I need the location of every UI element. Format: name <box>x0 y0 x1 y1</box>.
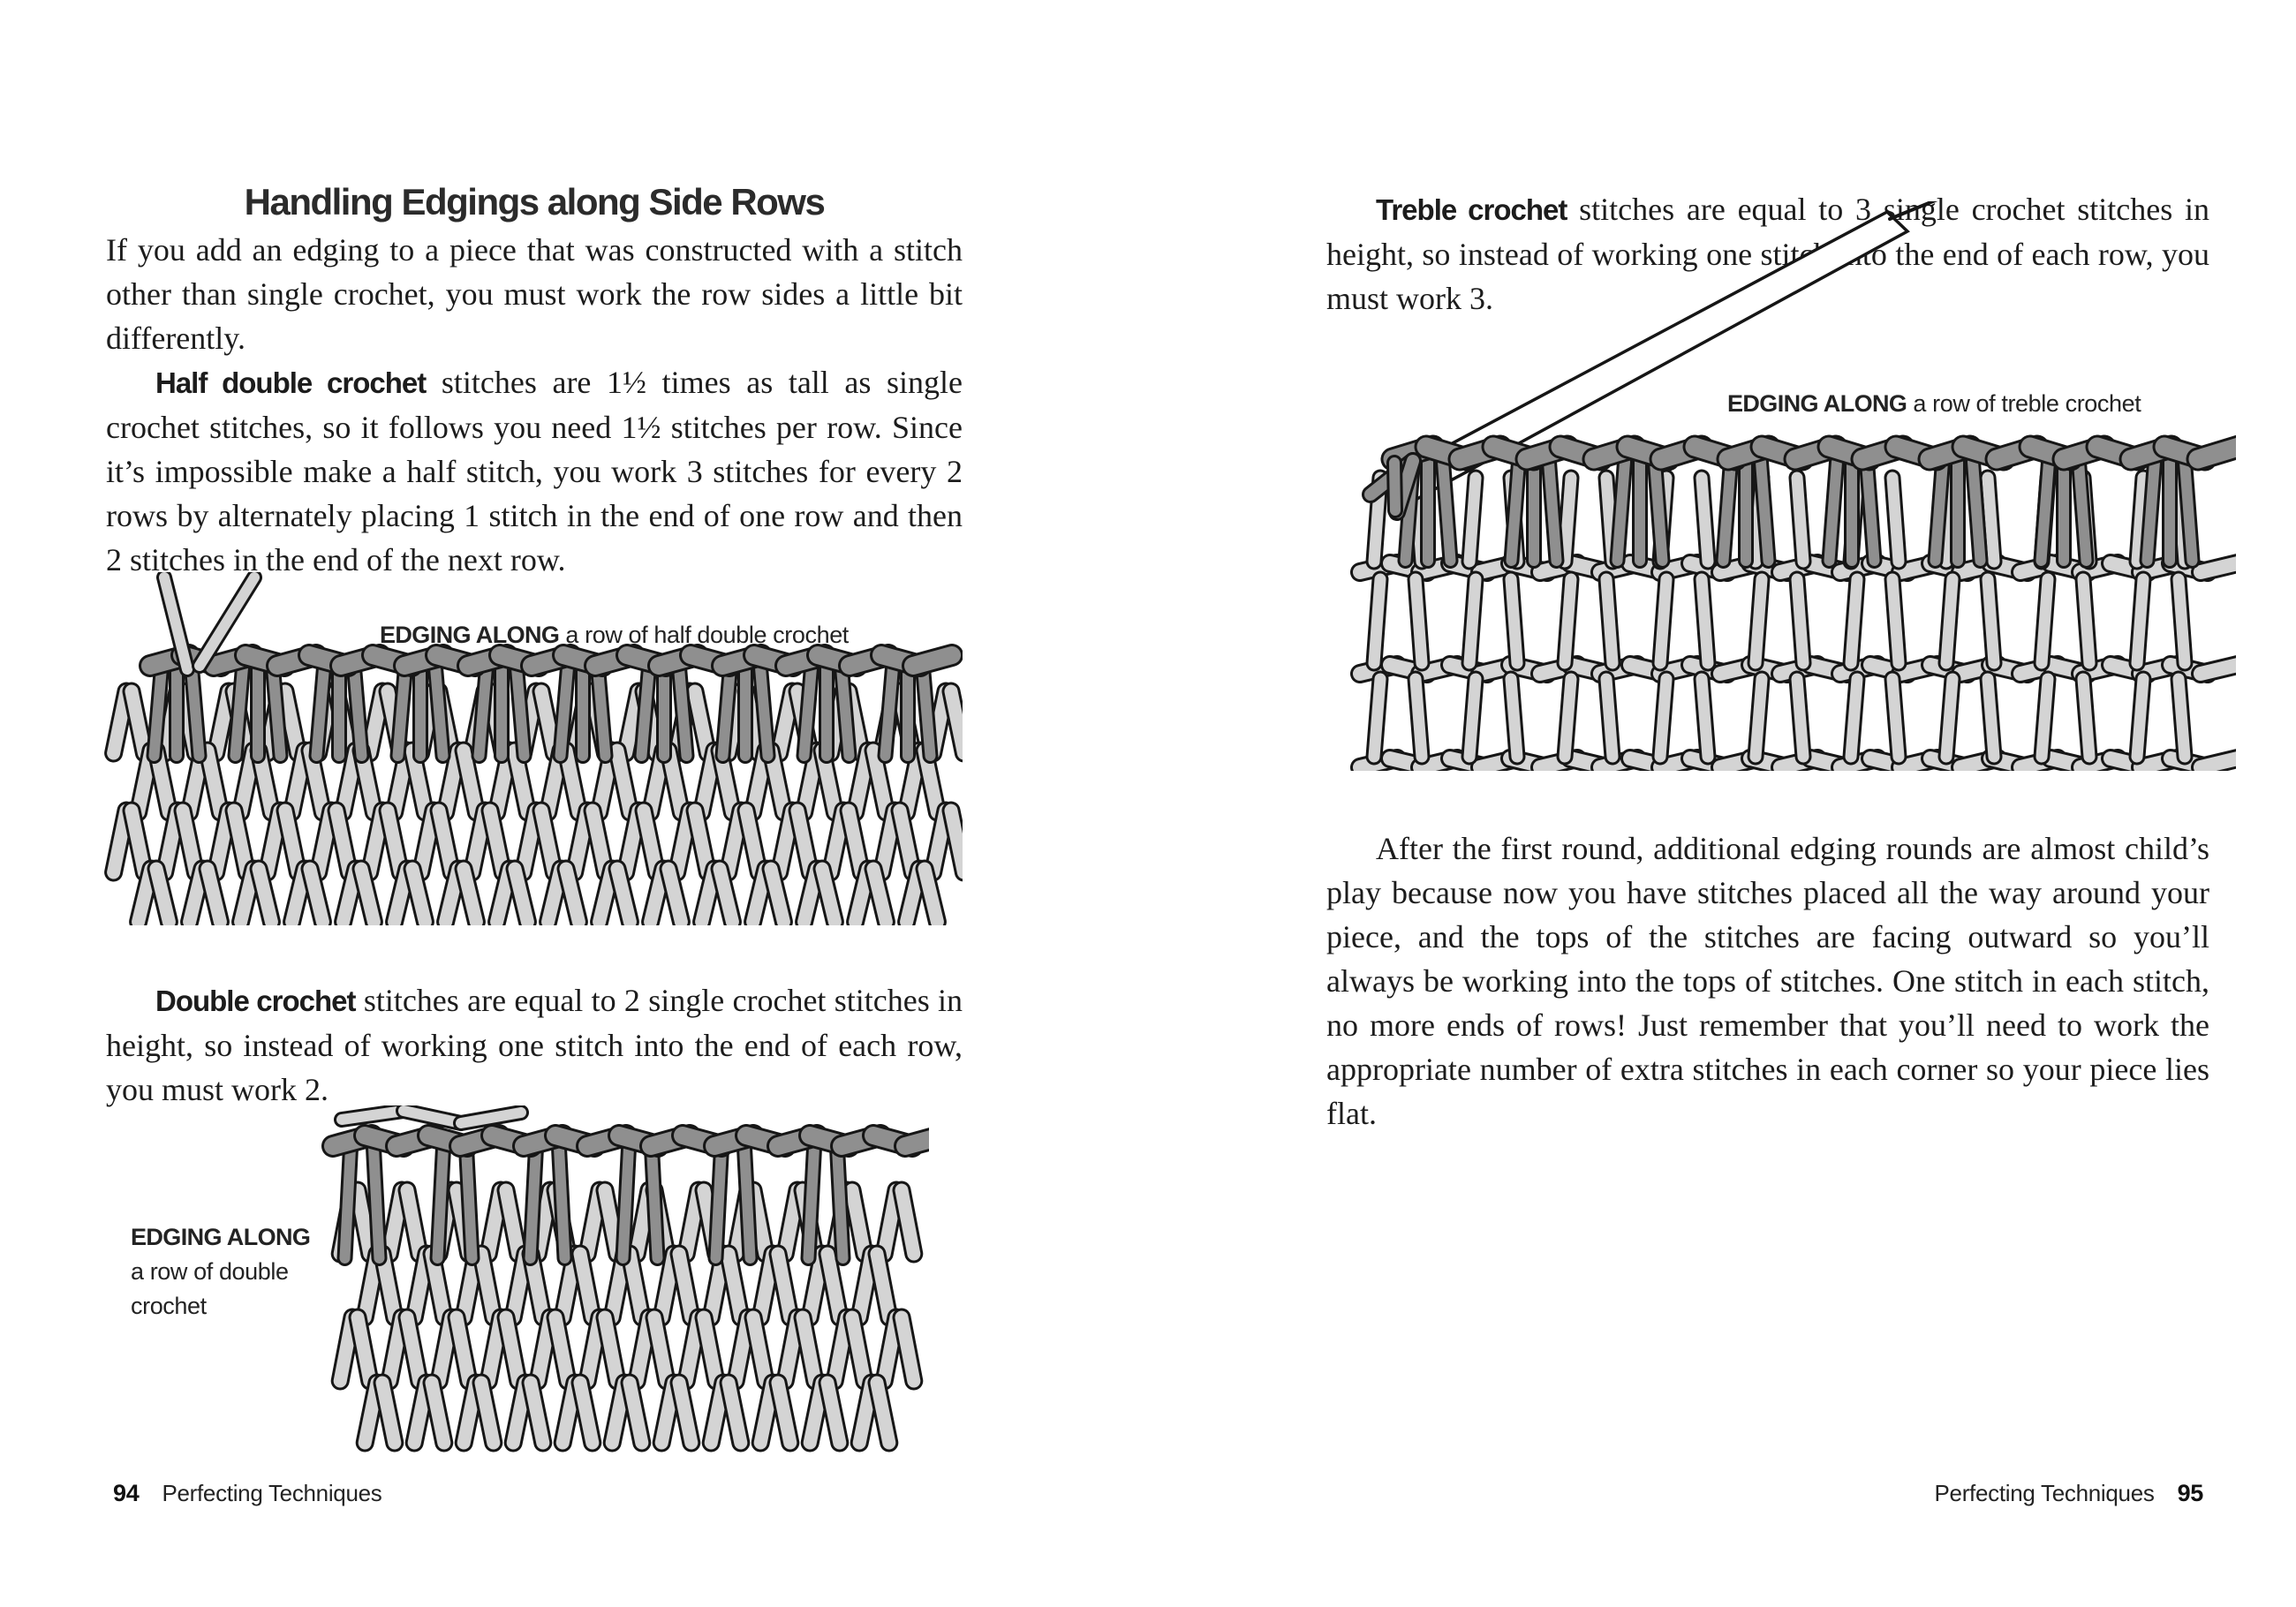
lead-double-crochet: Double crochet <box>155 985 356 1017</box>
caption-treble-bold: EDGING ALONG <box>1727 390 1907 417</box>
footer-left-page-number: 94 <box>113 1480 140 1506</box>
footer-left-section: Perfecting Techniques <box>162 1480 382 1506</box>
caption-half-double-crochet <box>380 618 849 653</box>
paragraph-intro: If you add an edging to a piece that was constructed with a stitch other than single crochet, you must work the row sides a little bit differently. <box>106 232 963 356</box>
lead-half-double-crochet: Half double crochet <box>155 366 427 399</box>
caption-double-crochet <box>131 1220 310 1324</box>
treble-crochet-illustration <box>1344 201 2236 771</box>
footer-right-page-number: 95 <box>2177 1480 2203 1506</box>
page-title: Handling Edgings along Side Rows <box>244 181 825 223</box>
caption-double-line2: a row of double <box>131 1258 289 1285</box>
caption-treble-rest: a row of treble crochet <box>1907 390 2141 417</box>
footer-left <box>113 1480 382 1507</box>
caption-double-line3: crochet <box>131 1293 207 1319</box>
paragraph-half-double-crochet <box>106 360 963 582</box>
paragraph-half-double-crochet-text: stitches are 1½ times as tall as single crochet stitches, so it follows you need 1½ stitches per row. Since it’s impossible make a half stitch, you work 3 stitches for every 2 rows by alternately placing 1 stitch in the end of one row and then 2 stitches in the end of the next row. <box>106 365 963 577</box>
lead-treble-crochet: Treble crochet <box>1376 193 1567 226</box>
caption-treble-crochet <box>1727 387 2141 421</box>
paragraph-additional-rounds: After the first round, additional edging rounds are almost child’s play because now you have stitches placed all the way around your piece, and the tops of the stitches are facing outward so you’ll always be working into the tops of stitches. One stitch in each stitch, no more ends of rows! Just remember that you’ll need to work the appropriate number of extra stitches in each corner so your piece lies flat. <box>1326 831 2209 1131</box>
paragraph-double-crochet <box>106 978 963 1112</box>
paragraph-treble-crochet-text: stitches are equal to 3 single crochet stitches in height, so instead of working one stitch into the end of each row, you must work 3. <box>1326 192 2209 316</box>
paragraph-double-crochet-text: stitches are equal to 2 single crochet stitches in height, so instead of working one stitch into the end of each row, you must work 2. <box>106 983 963 1107</box>
footer-right <box>1935 1480 2204 1507</box>
double-crochet-illustration <box>320 1105 929 1459</box>
footer-right-section: Perfecting Techniques <box>1934 1480 2155 1506</box>
caption-double-bold: EDGING ALONG <box>131 1224 311 1250</box>
caption-half-double-bold: EDGING ALONG <box>380 622 560 648</box>
caption-half-double-rest: a row of half double crochet <box>559 622 849 648</box>
